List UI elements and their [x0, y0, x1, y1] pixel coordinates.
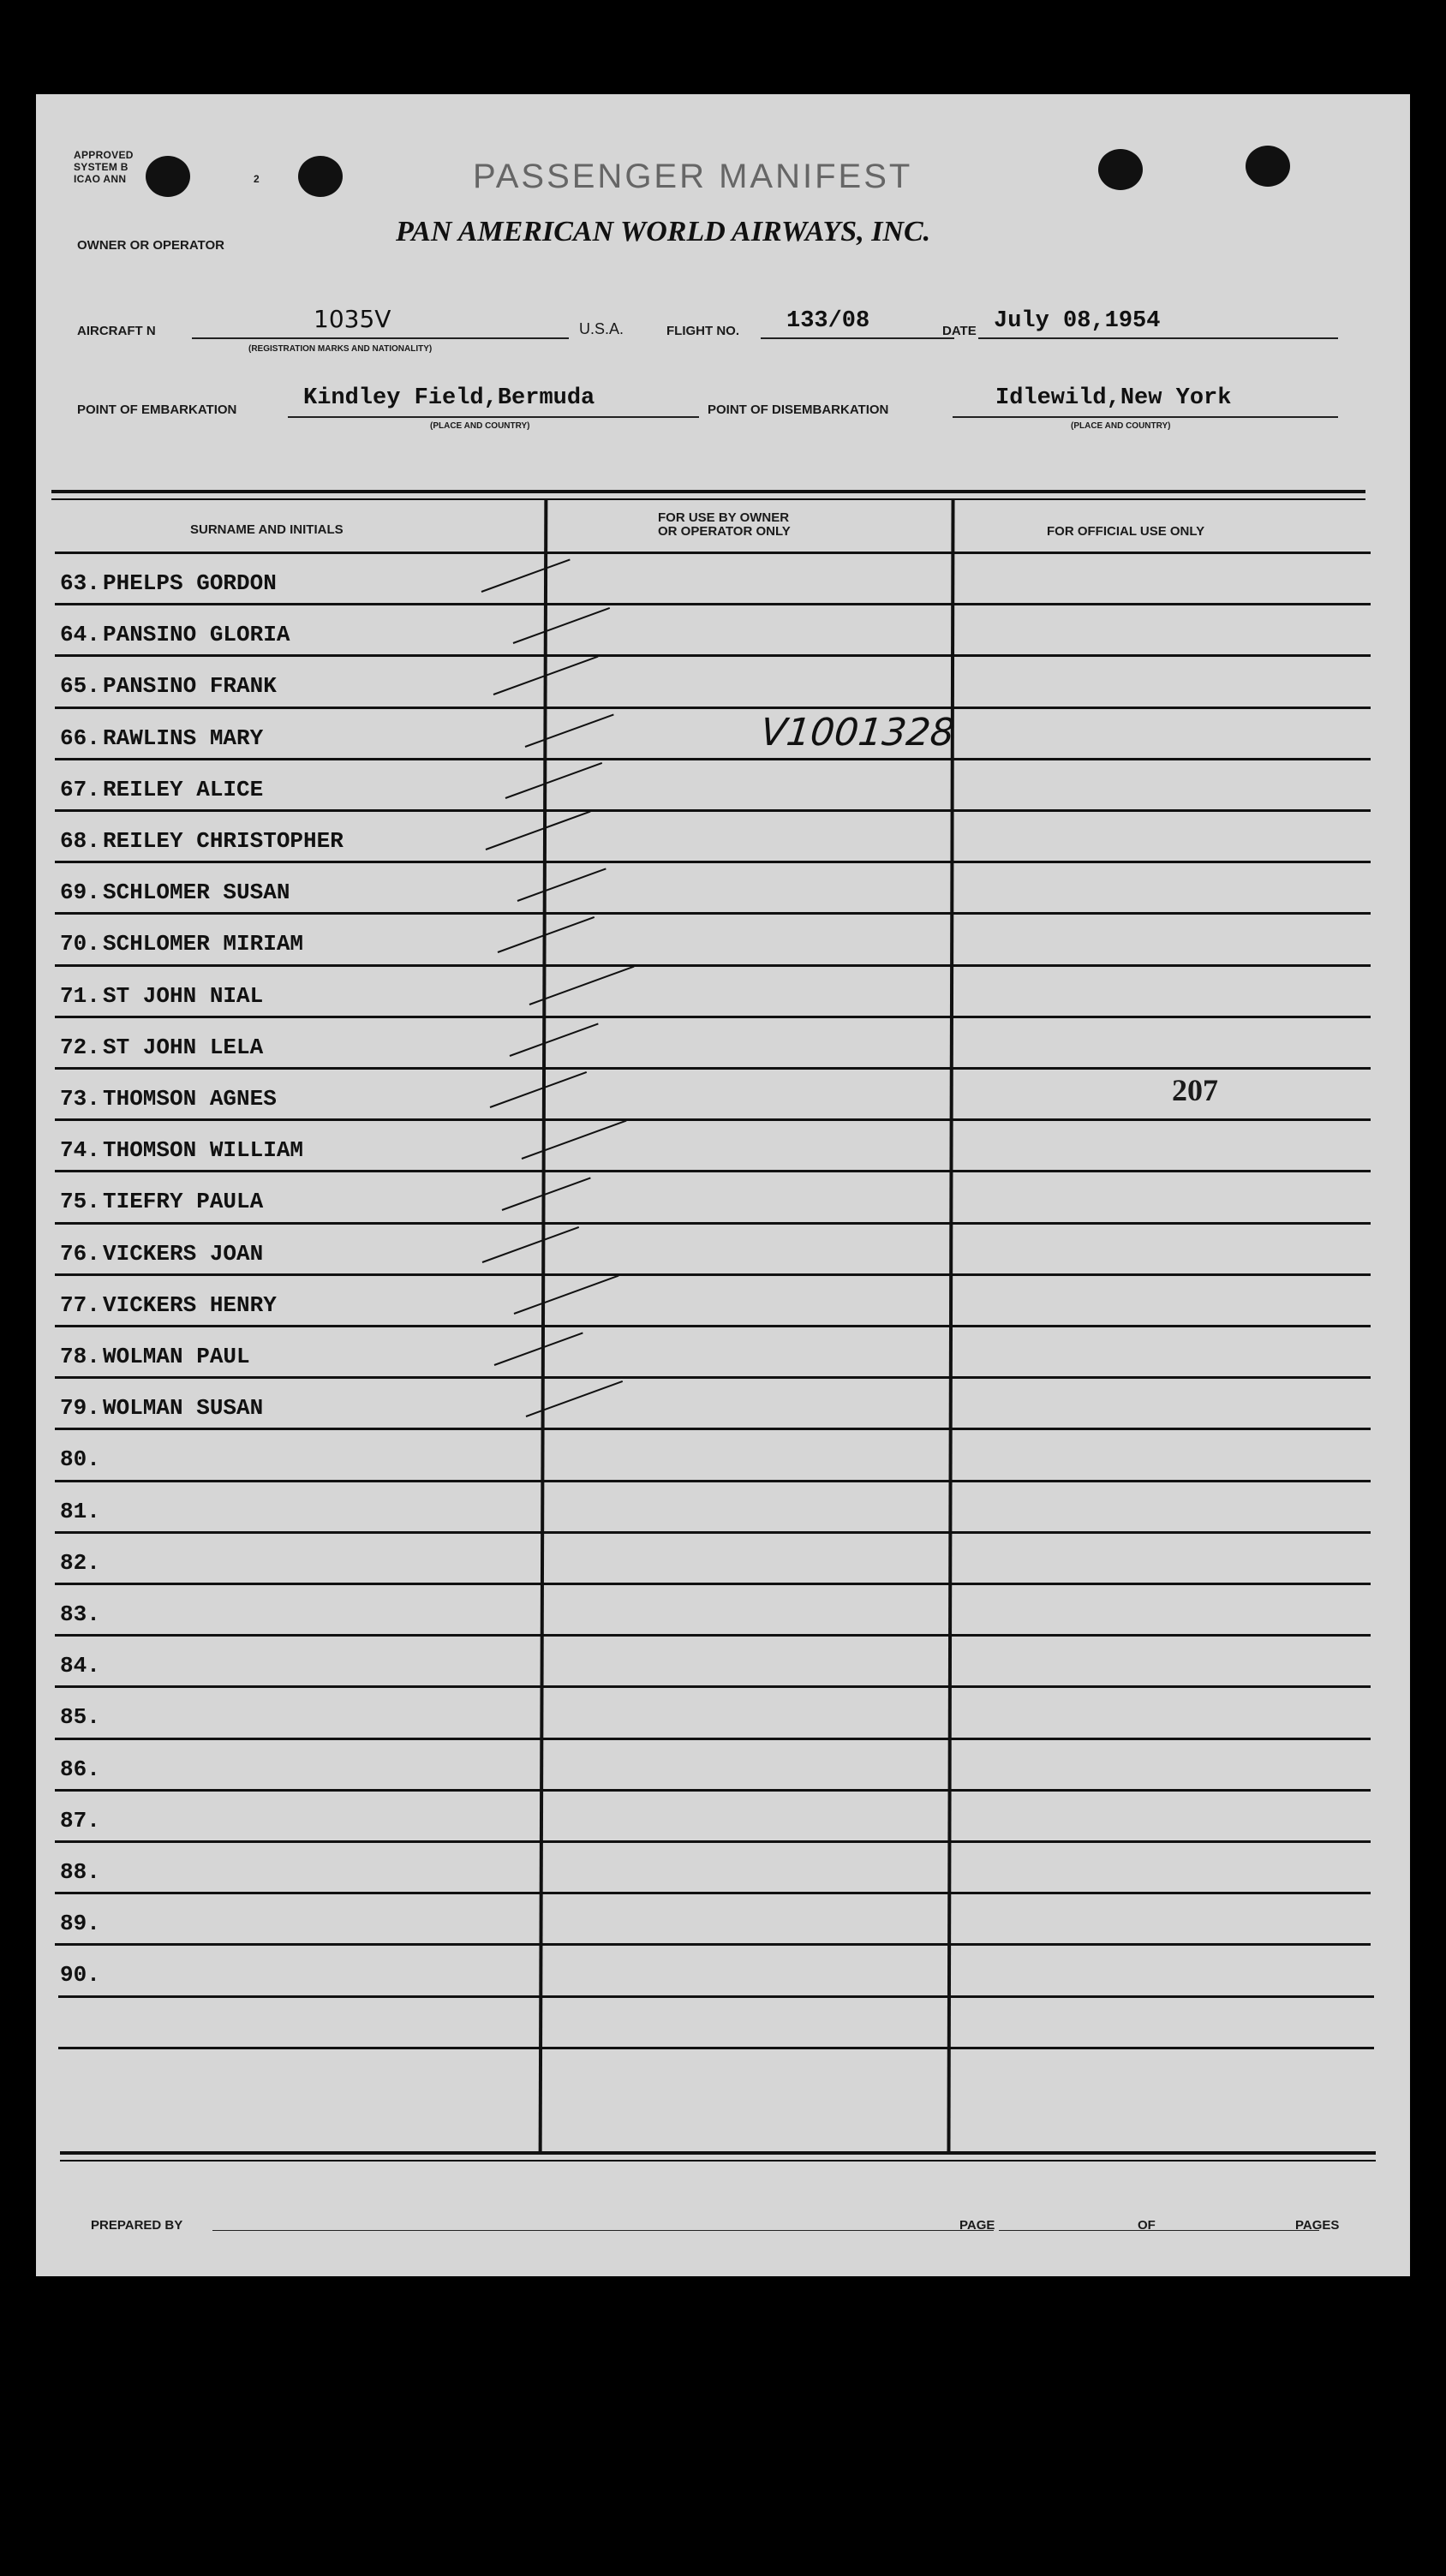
embarkation-label: POINT OF EMBARKATION — [77, 402, 237, 417]
row-number: 74. — [60, 1137, 100, 1163]
row-number: 88. — [60, 1859, 100, 1885]
row-number: 81. — [60, 1499, 100, 1524]
manifest-sheet — [36, 94, 1410, 2276]
row-rule — [55, 1685, 1371, 1688]
passenger-name: PANSINO GLORIA — [103, 622, 290, 647]
page-label: PAGE — [959, 2218, 995, 2233]
row-number: 83. — [60, 1601, 100, 1627]
check-mark — [525, 713, 614, 748]
disembark-place-note: (PLACE AND COUNTRY) — [1071, 421, 1171, 431]
row-number: 85. — [60, 1704, 100, 1730]
check-mark — [517, 868, 606, 902]
check-mark — [510, 1023, 599, 1057]
owner-label: OWNER OR OPERATOR — [77, 238, 224, 253]
check-mark — [490, 1071, 587, 1108]
row-number: 86. — [60, 1756, 100, 1782]
check-mark — [505, 762, 602, 799]
check-mark — [526, 1380, 623, 1417]
passenger-name: REILEY ALICE — [103, 777, 264, 802]
punch-hole — [146, 156, 190, 197]
company-name: PAN AMERICAN WORLD AIRWAYS, INC. — [396, 216, 931, 247]
col-official-header: FOR OFFICIAL USE ONLY — [1047, 524, 1205, 539]
row-number: 63. — [60, 570, 100, 596]
approval-line-3: ICAO ANN — [74, 173, 127, 185]
row-rule — [55, 912, 1371, 915]
col-owner-header-1: FOR USE BY OWNER — [658, 510, 790, 525]
check-mark — [514, 1275, 619, 1315]
row-number: 70. — [60, 931, 100, 957]
row-number: 75. — [60, 1189, 100, 1214]
embark-place-note: (PLACE AND COUNTRY) — [430, 421, 530, 431]
passenger-name: ST JOHN LELA — [103, 1035, 264, 1060]
official-number: 207 — [1172, 1073, 1218, 1107]
row-number: 67. — [60, 777, 100, 802]
flight-value: 133/08 — [786, 308, 870, 334]
passenger-name: ST JOHN NIAL — [103, 983, 264, 1009]
row-rule — [55, 1273, 1371, 1276]
row-rule — [55, 1583, 1371, 1585]
pages-label: PAGES — [1295, 2218, 1340, 2233]
row-rule — [55, 1067, 1371, 1070]
punch-hole — [1246, 146, 1290, 187]
row-rule — [58, 2047, 1374, 2049]
row-number: 65. — [60, 673, 100, 699]
passenger-name: TIEFRY PAULA — [103, 1189, 264, 1214]
row-number: 71. — [60, 983, 100, 1009]
registration-note: (REGISTRATION MARKS AND NATIONALITY) — [248, 344, 433, 354]
check-mark — [481, 558, 571, 593]
punch-hole — [298, 156, 343, 197]
row-rule — [55, 654, 1371, 657]
col-owner-header-2: OR OPERATOR ONLY — [658, 524, 791, 539]
passenger-name: THOMSON AGNES — [103, 1086, 277, 1112]
row-rule — [55, 1016, 1371, 1018]
manifest-title: PASSENGER MANIFEST — [473, 158, 913, 195]
row-rule — [55, 1943, 1371, 1946]
row-rule — [55, 758, 1371, 760]
row-rule — [55, 1892, 1371, 1894]
row-number: 87. — [60, 1808, 100, 1834]
embarkation-value: Kindley Field,Bermuda — [303, 385, 595, 411]
of-label: OF — [1138, 2218, 1156, 2233]
row-rule — [55, 964, 1371, 967]
row-rule — [55, 1428, 1371, 1430]
row-rule — [55, 552, 1371, 554]
punch-hole — [1098, 149, 1143, 190]
row-rule — [55, 1170, 1371, 1172]
row-number: 79. — [60, 1395, 100, 1421]
row-rule — [58, 1995, 1374, 1998]
row-number: 72. — [60, 1035, 100, 1060]
row-number: 77. — [60, 1292, 100, 1318]
check-mark — [522, 1120, 627, 1160]
aircraft-value: 1035V — [314, 305, 391, 333]
passenger-name: VICKERS JOAN — [103, 1241, 264, 1267]
row-rule — [55, 1634, 1371, 1637]
usa-label: U.S.A. — [579, 320, 624, 337]
passenger-name: SCHLOMER MIRIAM — [103, 931, 304, 957]
row-rule — [55, 1840, 1371, 1843]
row-number: 68. — [60, 828, 100, 854]
disembarkation-label: POINT OF DISEMBARKATION — [708, 402, 889, 417]
passenger-name: PHELPS GORDON — [103, 570, 277, 596]
passenger-name: VICKERS HENRY — [103, 1292, 277, 1318]
row-rule — [55, 1738, 1371, 1740]
row-number: 89. — [60, 1911, 100, 1936]
row-rule — [55, 1118, 1371, 1121]
passenger-name: WOLMAN PAUL — [103, 1344, 250, 1369]
row-rule — [55, 1531, 1371, 1534]
row-rule — [55, 861, 1371, 863]
row-rule — [55, 1480, 1371, 1482]
row-rule — [55, 809, 1371, 812]
visa-number: V1001328 — [758, 711, 957, 754]
check-mark — [494, 1332, 583, 1366]
check-mark — [486, 811, 591, 850]
disembarkation-value: Idlewild,New York — [995, 385, 1232, 411]
row-rule — [55, 1325, 1371, 1327]
passenger-name: PANSINO FRANK — [103, 673, 277, 699]
row-number: 90. — [60, 1962, 100, 1988]
row-number: 66. — [60, 725, 100, 751]
row-number: 69. — [60, 880, 100, 905]
row-number: 76. — [60, 1241, 100, 1267]
check-mark — [482, 1226, 579, 1263]
passenger-name: SCHLOMER SUSAN — [103, 880, 290, 905]
row-number: 84. — [60, 1653, 100, 1679]
approval-line-2: SYSTEM B — [74, 161, 128, 173]
row-rule — [55, 1222, 1371, 1225]
passenger-name: RAWLINS MARY — [103, 725, 264, 751]
row-number: 80. — [60, 1446, 100, 1472]
row-rule — [55, 603, 1371, 605]
col-surname-header: SURNAME AND INITIALS — [190, 522, 344, 537]
row-rule — [55, 707, 1371, 709]
aircraft-label: AIRCRAFT N — [77, 324, 156, 338]
passenger-name: THOMSON WILLIAM — [103, 1137, 304, 1163]
passenger-name: WOLMAN SUSAN — [103, 1395, 264, 1421]
check-mark — [513, 607, 610, 644]
row-number: 64. — [60, 622, 100, 647]
row-rule — [55, 1376, 1371, 1379]
passenger-name: REILEY CHRISTOPHER — [103, 828, 344, 854]
prepared-by-label: PREPARED BY — [91, 2218, 183, 2233]
flight-label: FLIGHT NO. — [666, 324, 739, 338]
row-rule — [55, 1789, 1371, 1792]
check-mark — [502, 1177, 591, 1211]
row-number: 73. — [60, 1086, 100, 1112]
date-value: July 08,1954 — [994, 308, 1161, 334]
row-number: 82. — [60, 1550, 100, 1576]
approval-suffix: 2 — [254, 173, 260, 185]
approval-line-1: APPROVED — [74, 149, 134, 161]
date-label: DATE — [942, 324, 977, 338]
row-number: 78. — [60, 1344, 100, 1369]
